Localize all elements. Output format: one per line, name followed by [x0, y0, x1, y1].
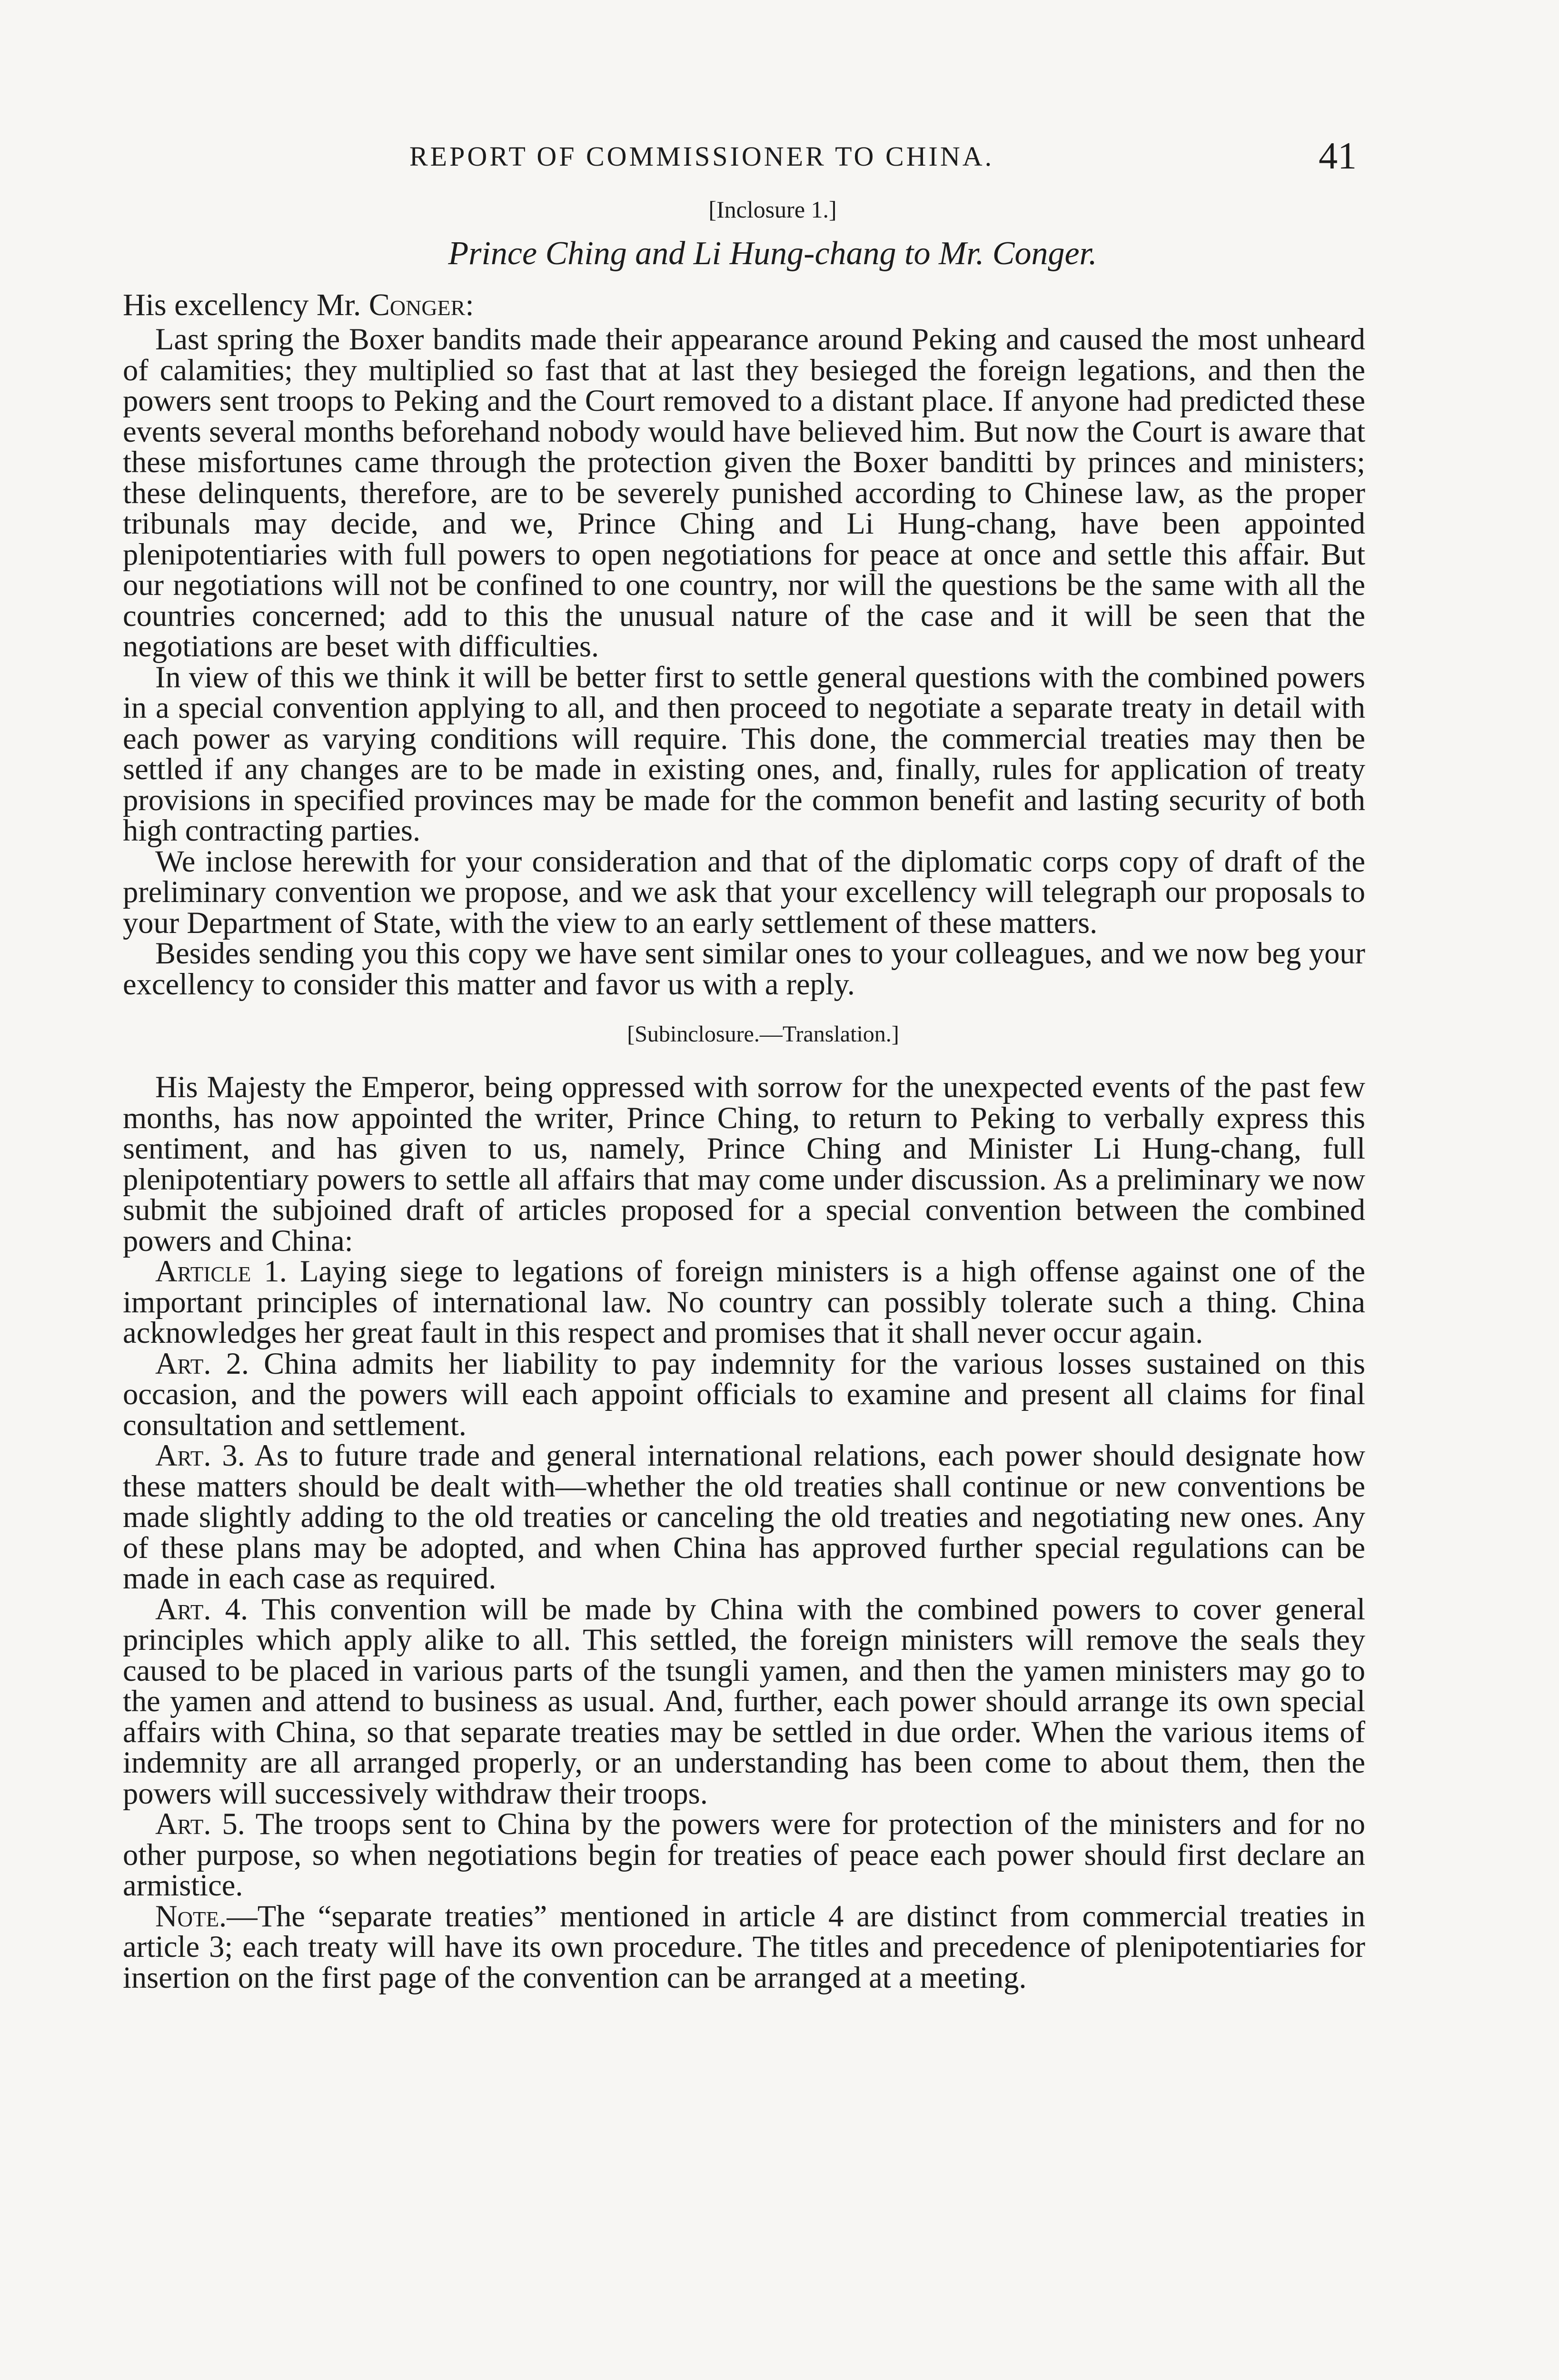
salutation-colon: :	[465, 288, 474, 322]
article-text: As to future trade and general international relations, each power should designate how these matters should be dealt with—whether the old treaties shall continue or new conventions be made slightly adding to the old treaties or canceling the old treaties and negotiating new ones. Any of these plans may be adopted, and when China has approved further special regulations can be made in each case as required.	[123, 1438, 1365, 1595]
page-number: 41	[1319, 135, 1357, 177]
note-label: Note.	[155, 1899, 227, 1933]
subinclosure-label: [Subinclosure.—Translation.]	[627, 1021, 899, 1047]
article-text: The troops sent to China by the powers were for protection of the ministers and for no other purpose, so when negotiations begin for treaties of peace each power should first declare an armistice.	[123, 1807, 1365, 1902]
page-header	[409, 132, 1357, 180]
letter-title: Prince Ching and Li Hung-chang to Mr. Conger.	[448, 235, 1097, 272]
article-label: Art. 3.	[155, 1438, 245, 1472]
letter-paragraph: Last spring the Boxer bandits made their appearance around Peking and caused the most unheard of calamities; they multiplied so fast that at last they besieged the foreign legations, and then the powers sent troops to Peking and the Court removed to a distant place. If anyone had predicted these events several months beforehand nobody would have believed him. But now the Court is aware that these misfortunes came through the protection given the Boxer banditti by princes and ministers; these delinquents, therefore, are to be severely punished according to Chinese law, as the proper tribunals may decide, and we, Prince Ching and Li Hung-chang, have been appointed plenipotentiaries with full powers to open negotiations for peace at once and settle this affair. But our negotiations will not be confined to one country, nor will the questions be the same with all the countries concerned; add to this the unusual nature of the case and it will be seen that the negotiations are beset with difficulties.	[123, 322, 1365, 663]
translation-intro: His Majesty the Emperor, being oppressed with sorrow for the unexpected events of the past few months, has now appointed the writer, Prince Ching, to return to Peking to verbally express this sentiment, and has given to us, namely, Prince Ching and Minister Li Hung-chang, full plenipotentiary powers to settle all affairs that may come under discussion. As a preliminary we now submit the subjoined draft of articles proposed for a special convention between the combined powers and China:	[123, 1070, 1365, 1258]
note-paragraph	[123, 1901, 1365, 1993]
running-head: REPORT OF COMMISSIONER TO CHINA.	[409, 140, 994, 172]
page-body	[123, 193, 1365, 1993]
salutation	[123, 286, 1365, 324]
article-text: China admits her liability to pay indemnity for the various losses sustained on this occasion, and the powers will each appoint officials to examine and present all claims for final consultation and settlement.	[123, 1346, 1366, 1442]
article-paragraph	[123, 1809, 1365, 1901]
article-text: Laying siege to legations of foreign ministers is a high offense against one of the important principles of international law. No country can possibly tolerate such a thing. China acknowledges her great fault in this respect and promises that it shall never occur again.	[123, 1254, 1366, 1349]
salutation-name: Conger	[368, 288, 466, 322]
letter-paragraph: We inclose herewith for your consideration and that of the diplomatic corps copy of draft of the preliminary convention we propose, and we ask that your excellency will telegraph our proposals to your Department of State, with the view to an early settlement of these matters.	[123, 844, 1365, 940]
inclosure-label: [Inclosure 1.]	[708, 196, 837, 223]
article-paragraph	[123, 1256, 1365, 1349]
letter-paragraph: Besides sending you this copy we have sent similar ones to your colleagues, and we now beg your excellency to consider this matter and favor us with a reply.	[123, 936, 1365, 1001]
salutation-prefix: His excellency Mr.	[123, 288, 361, 322]
article-label: Art. 2.	[155, 1346, 249, 1380]
article-label: Article 1.	[155, 1254, 287, 1288]
article-label: Art. 5.	[155, 1807, 245, 1841]
letter-paragraph: In view of this we think it will be better first to settle general questions with the combined powers in a special convention applying to all, and then proceed to negotiate a separate treaty in detail with each power as varying conditions will require. This done, the commercial treaties may then be settled if any changes are to be made in existing ones, and, finally, rules for application of treaty provisions in specified provinces may be made for the common benefit and lasting security of both high contracting parties.	[123, 660, 1365, 847]
article-paragraph	[123, 1440, 1365, 1594]
article-label: Art. 4.	[155, 1592, 248, 1626]
article-paragraph	[123, 1346, 1366, 1442]
article-paragraph	[123, 1594, 1365, 1809]
note-text: —The “separate treaties” mentioned in article 4 are distinct from commercial treaties in article 3; each treaty will have its own procedure. The titles and precedence of plenipotentiaries for insertion on the first page of the convention can be arranged at a meeting.	[123, 1899, 1365, 1994]
article-text: This convention will be made by China with the combined powers to cover general principles which apply alike to all. This settled, the foreign ministers will remove the seals they caused to be placed in various parts of the tsungli yamen, and then the yamen ministers may go to the yamen and attend to business as usual. And, further, each power should arrange its own special affairs with China, so that separate treaties may be settled in due order. When the various items of indemnity are all arranged properly, or an understanding has been come to about them, then the powers will successively withdraw their troops.	[123, 1592, 1365, 1810]
